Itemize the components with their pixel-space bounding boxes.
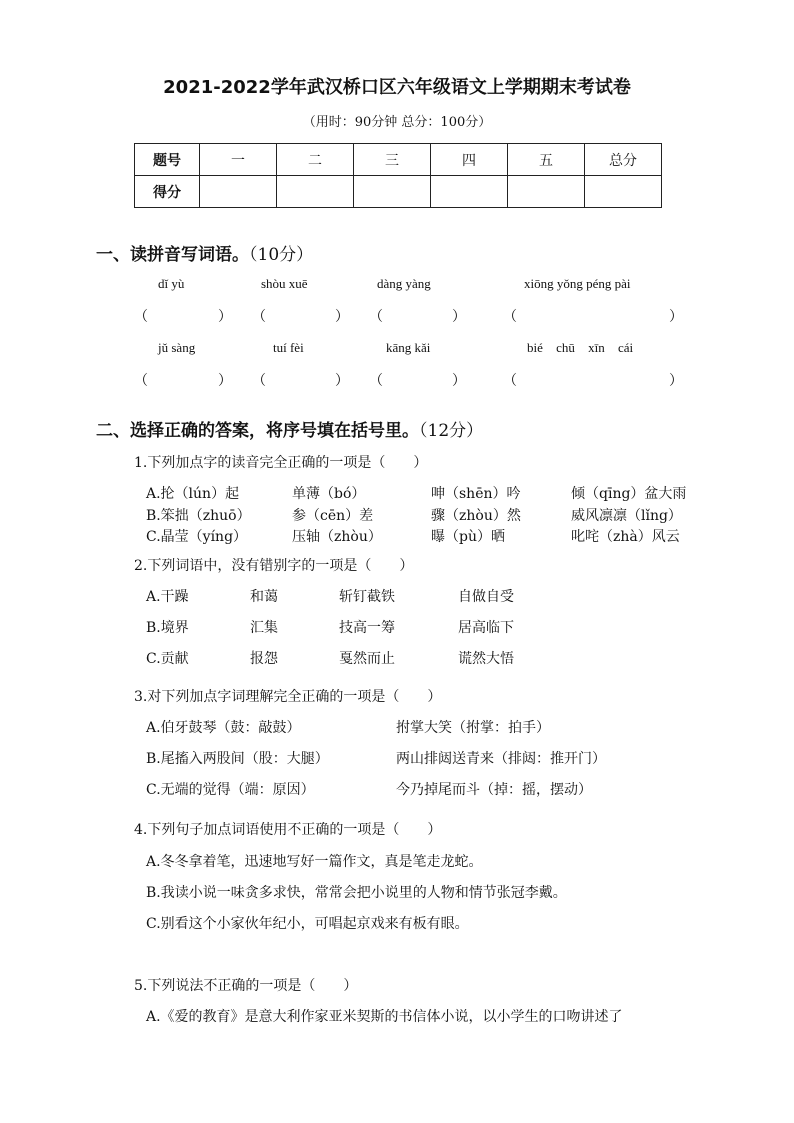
score-blank[interactable]: [200, 176, 277, 208]
answer-blank-close: ）: [452, 373, 466, 389]
pinyin: xiōng yǒng péng pài: [524, 276, 631, 291]
question-stem: 4.下列句子加点词语使用不正确的一项是（ ）: [134, 822, 442, 838]
score-cell: 五: [508, 144, 585, 176]
section-2-points: （12分）: [419, 421, 484, 441]
option: B.我读小说一味贪多求快，常常会把小说里的人物和情节张冠李戴。: [146, 885, 567, 901]
option: C.贡献: [146, 651, 189, 667]
option: 今乃掉尾而斗（掉：摇，摆动）: [396, 782, 592, 798]
option: A.《爱的教育》是意大利作家亚米契斯的书信体小说，以小学生的口吻讲述了: [146, 1009, 623, 1025]
answer-blank-close: ）: [669, 309, 683, 325]
section-2-title: 二、选择正确的答案，将序号填在括号里。: [96, 421, 419, 441]
answer-blank-close: ）: [218, 373, 232, 389]
option: B.笨拙（zhuō）: [146, 508, 251, 524]
option: A.抡（lún）起: [146, 486, 240, 502]
pinyin: shòu xuē: [261, 276, 308, 291]
answer-blank-open: （: [252, 309, 266, 325]
question-stem: 2.下列词语中，没有错别字的一项是（ ）: [134, 558, 414, 574]
score-blank[interactable]: [354, 176, 431, 208]
answer-blank-open: （: [503, 309, 517, 325]
option: B.境界: [146, 620, 189, 636]
option: 和蔼: [250, 589, 278, 605]
option: 两山排闼送青来（排闼：推开门）: [396, 751, 606, 767]
option: 骤（zhòu）然: [431, 508, 521, 524]
answer-blank-close: ）: [669, 373, 683, 389]
page-title: 2021-2022学年武汉桥口区六年级语文上学期期末考试卷: [163, 77, 631, 98]
score-cell: 二: [277, 144, 354, 176]
option: A.冬冬拿着笔，迅速地写好一篇作文，真是笔走龙蛇。: [146, 854, 483, 870]
pinyin: bié chū xīn cái: [527, 340, 634, 355]
score-blank[interactable]: [508, 176, 585, 208]
option: 拊掌大笑（拊掌：拍手）: [396, 720, 550, 736]
option: 倾（qīng）盆大雨: [571, 486, 687, 502]
score-blank[interactable]: [277, 176, 354, 208]
score-table-header-row: [135, 144, 662, 176]
answer-blank-open: （: [134, 309, 148, 325]
option: A.伯牙鼓琴（鼓：敲鼓）: [146, 720, 301, 736]
pinyin: dǐ yù: [158, 276, 185, 291]
option: 汇集: [250, 620, 278, 636]
option: 戛然而止: [339, 651, 395, 667]
exam-info: （用时：90分钟 总分：100分）: [302, 115, 492, 130]
option: 叱咤（zhà）风云: [571, 529, 680, 545]
question-stem: 5.下列说法不正确的一项是（ ）: [134, 978, 358, 994]
score-cell: 一: [200, 144, 277, 176]
answer-blank-open: （: [369, 309, 383, 325]
answer-blank-open: （: [503, 373, 517, 389]
score-cell: 得分: [135, 176, 200, 208]
option: 居高临下: [458, 620, 514, 636]
option: 自做自受: [458, 589, 514, 605]
score-blank[interactable]: [431, 176, 508, 208]
option: 报怨: [250, 651, 278, 667]
section-1-points: （10分）: [249, 245, 314, 265]
option: C.晶莹（yíng）: [146, 529, 248, 545]
answer-blank-close: ）: [335, 373, 349, 389]
score-cell: 题号: [135, 144, 200, 176]
option: 压轴（zhòu）: [292, 529, 382, 545]
score-cell: 总分: [585, 144, 662, 176]
question-stem: 3.对下列加点字词理解完全正确的一项是（ ）: [134, 689, 442, 705]
answer-blank-close: ）: [335, 309, 349, 325]
option: 参（cēn）差: [292, 508, 374, 524]
pinyin: kāng kǎi: [386, 340, 431, 355]
score-blank[interactable]: [585, 176, 662, 208]
answer-blank-open: （: [134, 373, 148, 389]
option: 单薄（bó）: [292, 486, 366, 502]
pinyin: dàng yàng: [377, 276, 431, 291]
section-1-heading: [96, 240, 313, 265]
score-table-score-row: [135, 176, 662, 208]
answer-blank-close: ）: [452, 309, 466, 325]
answer-blank-open: （: [252, 373, 266, 389]
option: 技高一筹: [339, 620, 395, 636]
question-stem: 1.下列加点字的读音完全正确的一项是（ ）: [134, 455, 428, 471]
score-table: [134, 143, 662, 208]
section-2-heading: [96, 416, 483, 441]
option: 呻（shēn）吟: [431, 486, 521, 502]
score-cell: 三: [354, 144, 431, 176]
option: A.干躁: [146, 589, 189, 605]
score-cell: 四: [431, 144, 508, 176]
option: C.别看这个小家伙年纪小，可唱起京戏来有板有眼。: [146, 916, 469, 932]
pinyin: tuí fèi: [273, 340, 304, 355]
option: 曝（pù）晒: [431, 529, 505, 545]
answer-blank-open: （: [369, 373, 383, 389]
option: 威风凛凛（lǐng）: [571, 508, 682, 524]
option: 斩钉截铁: [339, 589, 395, 605]
answer-blank-close: ）: [218, 309, 232, 325]
option: B.尾搐入两股间（股：大腿）: [146, 751, 329, 767]
pinyin: jǔ sàng: [158, 340, 196, 355]
option: C.无端的觉得（端：原因）: [146, 782, 315, 798]
section-1-title: 一、读拼音写词语。: [96, 245, 249, 265]
option: 谎然大悟: [458, 651, 514, 667]
